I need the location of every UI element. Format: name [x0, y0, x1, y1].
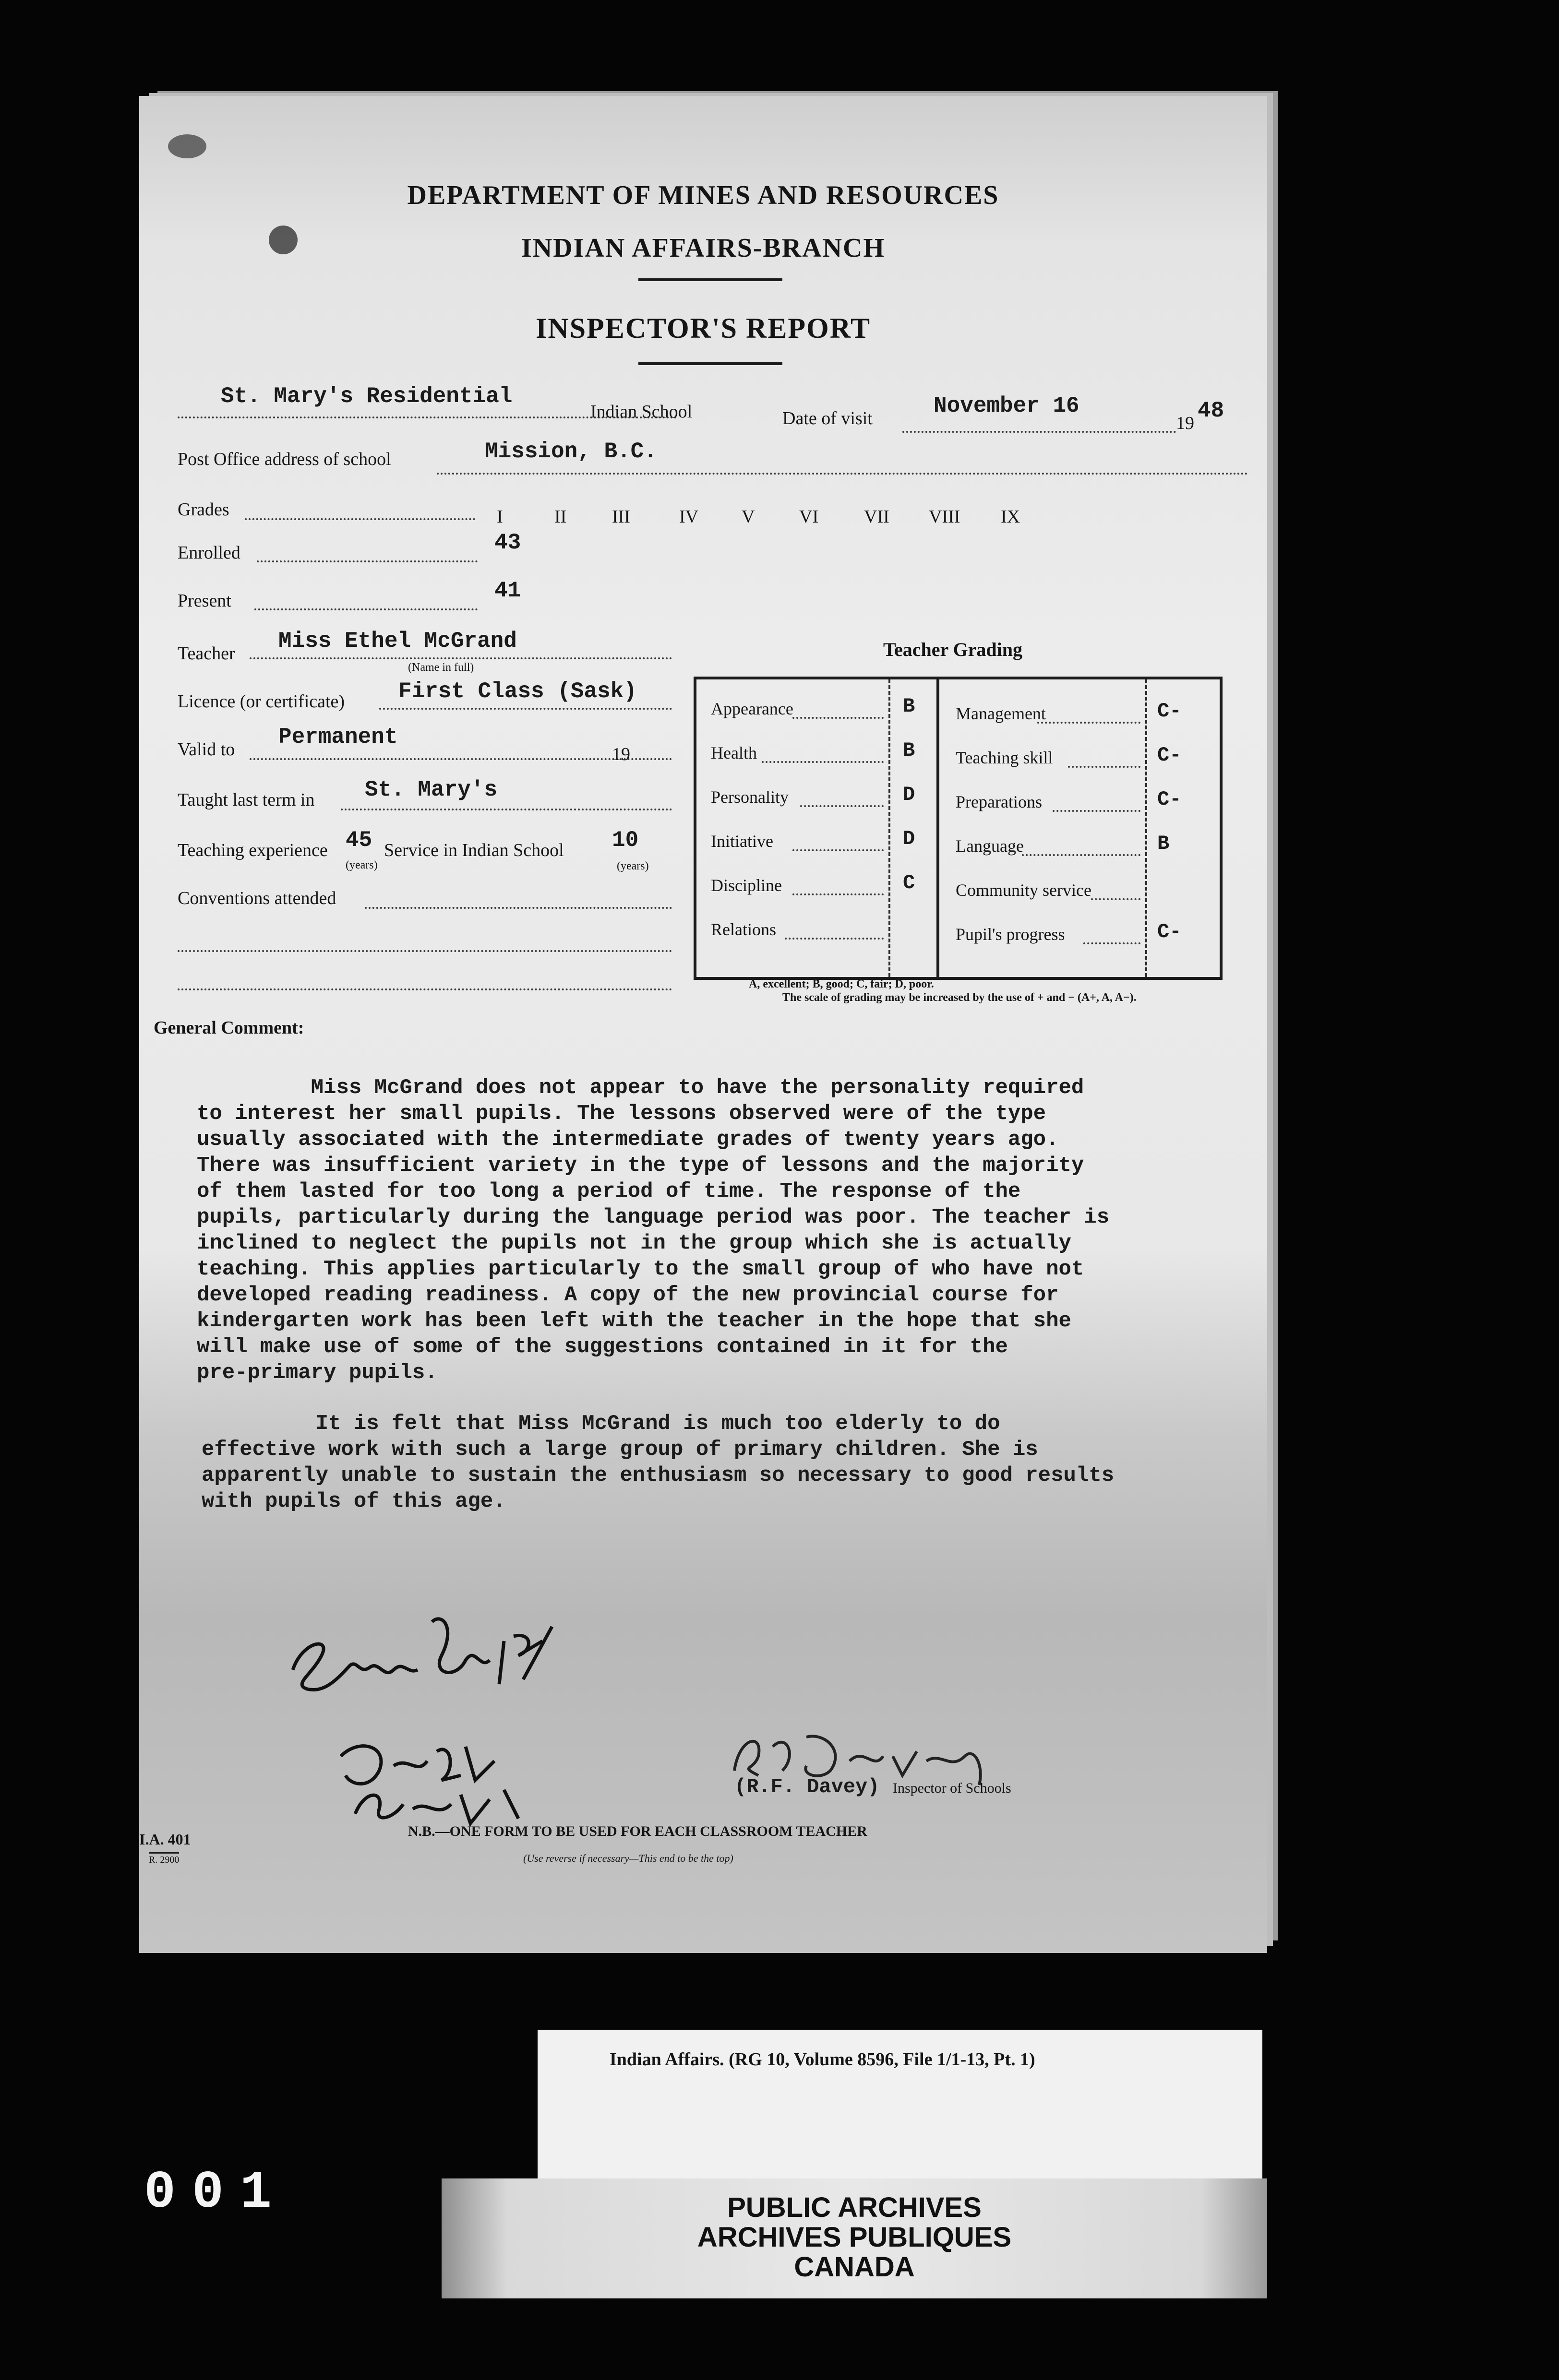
footer-note: (Use reverse if necessary—This end to be the top): [523, 1852, 733, 1864]
grade-numeral: VII: [864, 507, 889, 527]
service-label: Service in Indian School: [384, 840, 564, 860]
public-archives-stamp: [442, 2178, 1267, 2298]
valid-label: Valid to: [178, 739, 235, 760]
experience-label: Teaching experience: [178, 840, 328, 860]
grading-label: Appearance: [711, 699, 793, 718]
grading-value: C-: [1157, 700, 1182, 723]
present-line: [254, 608, 478, 610]
year-prefix: 19: [1176, 413, 1194, 433]
archive-reference-label: [538, 2030, 1262, 2183]
grading-label: Teaching skill: [956, 748, 1053, 767]
enrolled-label: Enrolled: [178, 543, 240, 563]
grading-label: Pupil's progress: [956, 925, 1065, 944]
grade-divider: [888, 679, 890, 977]
heading-rule: [638, 278, 782, 281]
comment-paragraph-1: Miss McGrand does not appear to have the personality required to interest her small pupils. The lessons observed were of the type usually associated with the intermediate grades of twenty years ago. There was insufficient variety in the type of lessons and the majority of them lasted for too long a period of time. The response of the pupils, particularly during the language period was poor. The teacher is inclined to neglect the pupils not in the group which she is actually teaching. This applies particularly to the small group of who have not developed reading readiness. A copy of the new provincial course for kindergarten work has been left with the teacher in the hope that she will make use of some of the suggestions contained in it for the pre-primary pupils.: [197, 1076, 1110, 1385]
report-title: INSPECTOR'S REPORT: [536, 312, 871, 344]
conventions-line-3: [178, 988, 672, 990]
ink-smudge: [168, 134, 206, 158]
valid-year: 19: [612, 744, 630, 764]
service-value: 10: [612, 828, 639, 853]
enrolled-value: 43: [494, 530, 521, 555]
grading-dots: [1053, 810, 1140, 812]
handwritten-date-note: [322, 1718, 562, 1833]
grade-numeral: II: [554, 507, 567, 527]
general-comment-label: General Comment:: [154, 1018, 304, 1038]
grading-value: C-: [1157, 744, 1182, 767]
department-heading: DEPARTMENT OF MINES AND RESOURCES: [407, 180, 999, 210]
archive-stamp-line-2: ARCHIVES PUBLIQUES: [697, 2222, 1012, 2253]
frame-number-text: 001: [144, 2163, 288, 2223]
grade-numeral: IV: [679, 507, 699, 527]
grade-numeral: I: [497, 507, 503, 527]
taught-line: [341, 809, 672, 810]
grade-numeral: VIII: [929, 507, 960, 527]
form-code: I.A. 401: [139, 1831, 191, 1848]
grading-dots: [1068, 766, 1140, 768]
teacher-label: Teacher: [178, 643, 235, 664]
archive-stamp-line-3: CANADA: [794, 2251, 915, 2283]
post-office-label: Post Office address of school: [178, 449, 391, 469]
taught-value: St. Mary's: [365, 777, 498, 802]
grading-value: C: [903, 871, 915, 894]
grading-label: Health: [711, 743, 757, 762]
grading-legend-1: A, excellent; B, good; C, fair; D, poor.: [749, 978, 934, 990]
grading-value: D: [903, 827, 915, 850]
grade-numeral: V: [742, 507, 755, 527]
grade-numeral: VI: [799, 507, 819, 527]
grades-label: Grades: [178, 500, 229, 520]
grading-label: Discipline: [711, 876, 782, 895]
grading-dots: [1083, 942, 1140, 944]
grading-label: Relations: [711, 920, 776, 939]
grading-value: C-: [1157, 788, 1182, 811]
grading-dots: [792, 717, 884, 719]
present-value: 41: [494, 578, 521, 603]
experience-value: 45: [346, 828, 372, 853]
grading-dots: [1037, 722, 1140, 724]
archive-reference-text: Indian Affairs. (RG 10, Volume 8596, File 1/1-13, Pt. 1): [610, 2049, 1035, 2070]
licence-line: [379, 708, 672, 710]
inspector-title: Inspector of Schools: [893, 1780, 1011, 1796]
grading-label: Personality: [711, 787, 789, 807]
conventions-label: Conventions attended: [178, 888, 336, 908]
valid-value: Permanent: [278, 725, 398, 750]
grading-dots: [1022, 854, 1140, 856]
taught-label: Taught last term in: [178, 790, 315, 810]
enrolled-line: [257, 560, 478, 562]
grading-center-divider: [936, 679, 939, 977]
comment-paragraph-2: It is felt that Miss McGrand is much too elderly to do effective work with such a large group of primary children. She is apparently unable to sustain the enthusiasm so necessary to good results with pupils of this age.: [202, 1412, 1115, 1513]
frame-number: [139, 2163, 312, 2223]
grading-label: Management: [956, 704, 1046, 723]
teacher-grading-table: [694, 677, 1223, 980]
branch-heading: INDIAN AFFAIRS-BRANCH: [521, 233, 886, 263]
valid-line: [250, 758, 672, 760]
grading-label: Community service: [956, 881, 1091, 900]
grading-label: Language: [956, 836, 1024, 856]
experience-years-note: (years): [346, 859, 378, 871]
post-office-line: [437, 473, 1248, 475]
grading-value: D: [903, 783, 915, 806]
inspector-typed-name: (R.F. Davey): [734, 1775, 880, 1798]
grading-dots: [1091, 898, 1140, 900]
handwritten-seen-note: [274, 1583, 610, 1708]
school-name-suffix: Indian School: [590, 402, 693, 422]
post-office-value: Mission, B.C.: [485, 439, 657, 464]
archive-stamp-line-1: PUBLIC ARCHIVES: [727, 2192, 982, 2223]
grading-value: C-: [1157, 920, 1182, 943]
grading-value: B: [903, 739, 915, 762]
footer-nb: N.B.—ONE FORM TO BE USED FOR EACH CLASSROOM TEACHER: [408, 1823, 867, 1839]
report-sheet: [139, 96, 1267, 1953]
present-label: Present: [178, 591, 231, 611]
form-revision: R. 2900: [149, 1852, 179, 1866]
grading-dots: [800, 805, 884, 807]
school-name: St. Mary's Residential: [221, 384, 513, 409]
service-years-note: (years): [617, 860, 649, 872]
grading-label: Initiative: [711, 832, 773, 851]
date-value: November 16: [934, 393, 1079, 418]
licence-value: First Class (Sask): [398, 679, 637, 704]
grade-numeral: IX: [1001, 507, 1020, 527]
grade-divider: [1145, 679, 1147, 977]
grading-title: Teacher Grading: [883, 639, 1023, 660]
grading-dots: [762, 761, 884, 763]
name-note: (Name in full): [408, 661, 474, 674]
grading-value: B: [903, 695, 915, 718]
grading-label: Preparations: [956, 792, 1042, 811]
grading-dots: [785, 938, 884, 940]
grades-line: [245, 518, 475, 520]
licence-label: Licence (or certificate): [178, 691, 345, 712]
date-line: [902, 431, 1176, 433]
conventions-line: [365, 907, 672, 909]
year-value: 48: [1198, 398, 1224, 423]
grading-legend-2: The scale of grading may be increased by the use of + and − (A+, A, A−).: [782, 991, 1137, 1004]
teacher-value: Miss Ethel McGrand: [278, 629, 517, 654]
grading-value: B: [1157, 832, 1170, 855]
title-rule: [638, 362, 782, 365]
grade-numeral: III: [612, 507, 630, 527]
grading-dots: [792, 849, 884, 851]
grading-dots: [792, 893, 884, 895]
teacher-line: [250, 657, 672, 659]
conventions-line-2: [178, 950, 672, 952]
date-label: Date of visit: [782, 408, 873, 428]
